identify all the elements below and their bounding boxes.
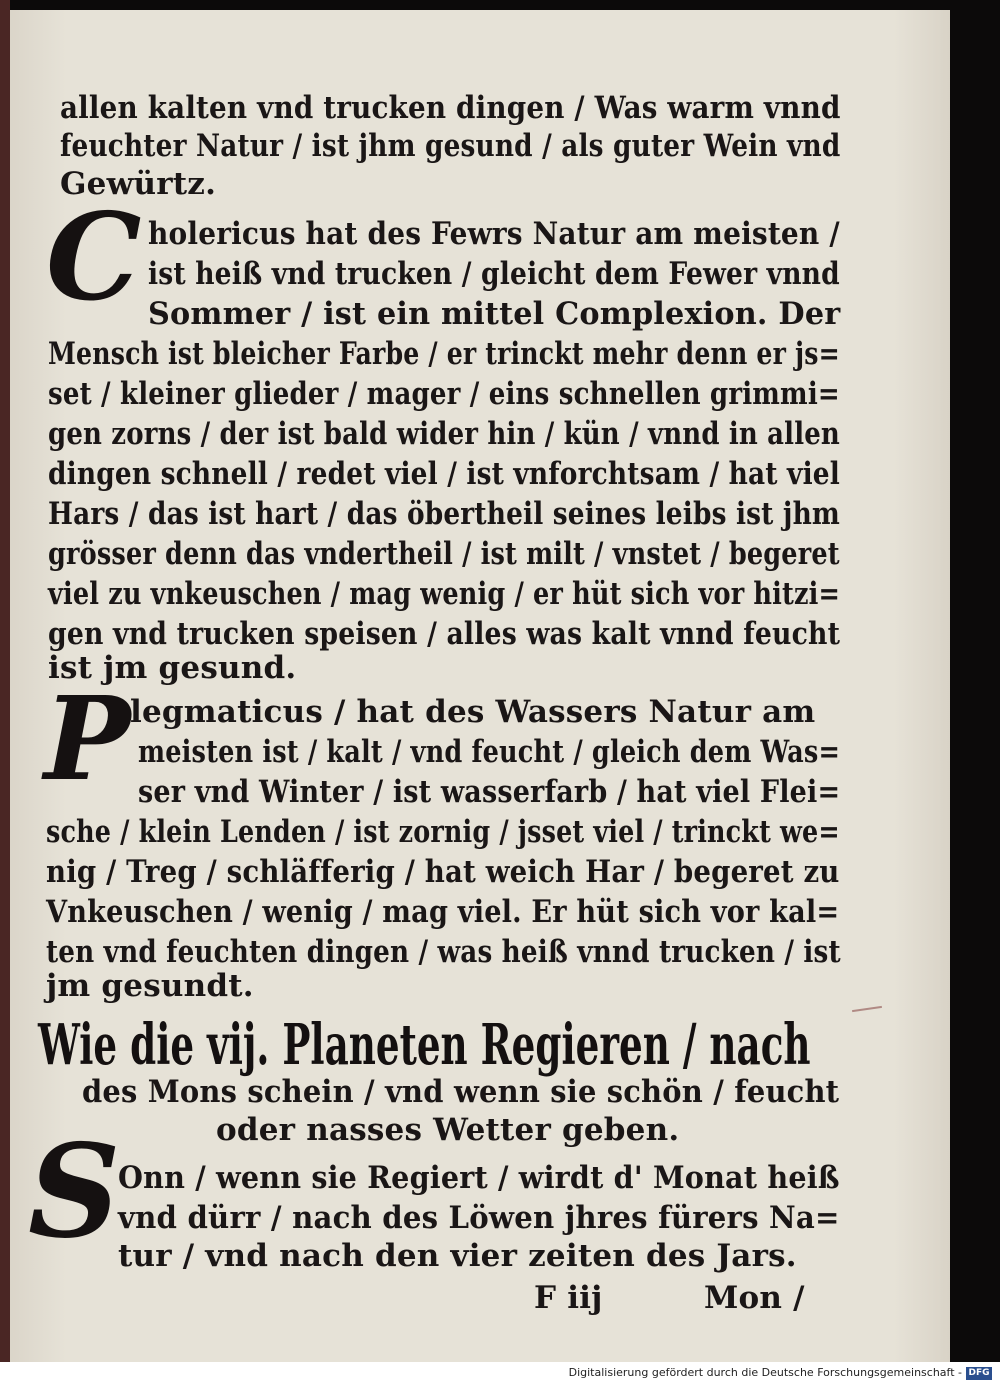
text-line: nig / Treg / schläfferig / hat weich Har / begeret zu	[46, 854, 840, 890]
section-heading: Wie die vij. Planeten Regieren / nach	[38, 1012, 811, 1078]
text-line: vnd dürr / nach des Löwen jhres fürers Na=	[118, 1200, 840, 1236]
section-subheading: oder nasses Wetter geben.	[216, 1112, 680, 1148]
text-line: set / kleiner glieder / mager / eins schnellen grimmi=	[48, 376, 840, 412]
text-line: Mensch ist bleicher Farbe / er trinckt mehr denn er js=	[48, 336, 840, 372]
text-line: ser vnd Winter / ist wasserfarb / hat viel Flei=	[138, 774, 841, 810]
decorated-initial-p: P	[44, 672, 131, 807]
book-spine	[0, 0, 10, 1362]
text-line: dingen schnell / redet viel / ist vnforchtsam / hat viel	[48, 456, 840, 492]
text-line: allen kalten vnd trucken dingen / Was warm vnnd	[60, 90, 841, 126]
catchword: Mon /	[704, 1280, 805, 1316]
text-line: sche / klein Lenden / ist zornig / jsset viel / trinckt we=	[46, 814, 840, 850]
text-line: gen vnd trucken speisen / alles was kalt vnnd feucht	[48, 616, 841, 652]
decorated-initial-c: C	[46, 187, 142, 328]
text-line: Sommer / ist ein mittel Complexion. Der	[148, 296, 841, 332]
dfg-logo-icon: DFG	[966, 1367, 992, 1380]
text-line: Gewürtz.	[60, 166, 217, 202]
text-line: viel zu vnkeuschen / mag wenig / er hüt sich vor hitzi=	[48, 576, 841, 612]
text-line: grösser denn das vndertheil / ist milt / vnstet / begeret	[48, 536, 840, 572]
text-line: Onn / wenn sie Regiert / wirdt d' Monat heiß	[118, 1160, 840, 1196]
text-line: ist jm gesund.	[48, 650, 297, 686]
book-page	[10, 10, 950, 1362]
text-line: ist heiß vnd trucken / gleicht dem Fewer vnnd	[148, 256, 840, 292]
text-line: feuchter Natur / ist jhm gesund / als guter Wein vnd	[60, 128, 841, 164]
text-line: legmaticus / hat des Wassers Natur am	[130, 694, 816, 730]
text-line: holericus hat des Fewrs Natur am meisten /	[148, 216, 840, 252]
text-line: jm gesundt.	[46, 968, 254, 1004]
signature-mark: F iij	[534, 1280, 603, 1316]
section-subheading: des Mons schein / vnd wenn sie schön / feucht	[82, 1074, 840, 1110]
text-line: ten vnd feuchten dingen / was heiß vnnd trucken / ist	[46, 934, 841, 970]
text-line: gen zorns / der ist bald wider hin / kün / vnnd in allen	[48, 416, 840, 452]
digitization-footer	[0, 1362, 1000, 1385]
margin-mark	[852, 1006, 882, 1012]
text-line: tur / vnd nach den vier zeiten des Jars.	[118, 1238, 797, 1274]
text-line: Vnkeuschen / wenig / mag viel. Er hüt sich vor kal=	[46, 894, 840, 930]
text-line: meisten ist / kalt / vnd feucht / gleich dem Was=	[138, 734, 841, 770]
footer-credit: Digitalisierung gefördert durch die Deutsche Forschungsgemeinschaft -	[568, 1366, 962, 1379]
text-line: Hars / das ist hart / das öbertheil seines leibs ist jhm	[48, 496, 841, 532]
decorated-initial-s: S	[28, 1117, 121, 1267]
